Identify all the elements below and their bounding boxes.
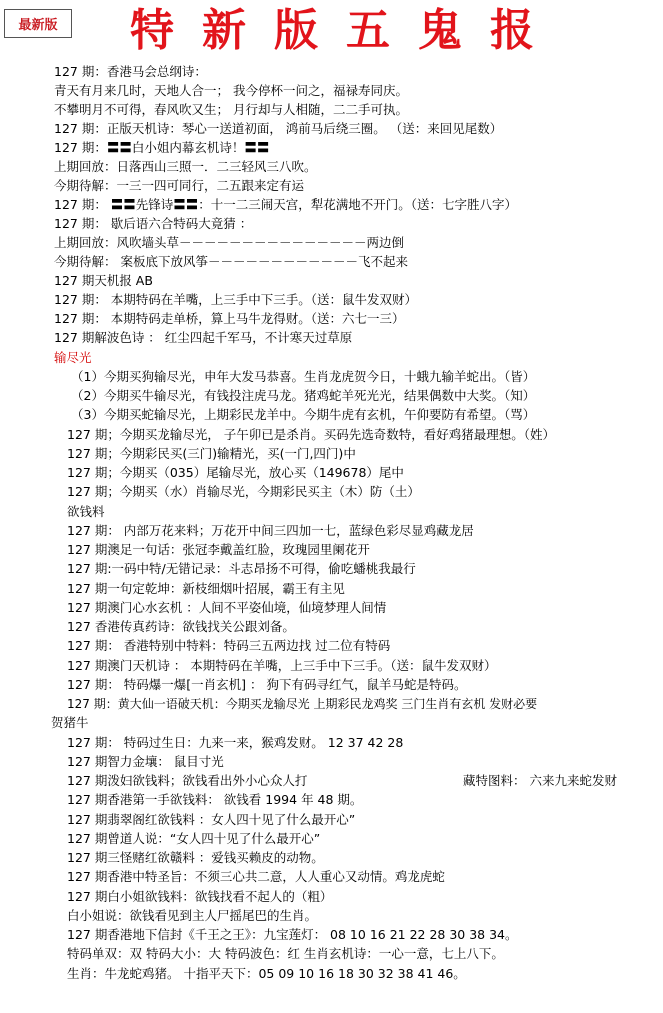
text-line: （3）今期买蛇输尽光，上期彩民龙羊中。今期牛虎有玄机，午仰要防有希望。（骂） (71, 407, 536, 422)
text-line: 白小姐说：欲钱看见到主人尸摇尾巴的生肖。 (67, 908, 318, 923)
text-line: 127 期： 本期特码在羊嘴，上三手中下三手。（送：鼠牛发双财） (54, 292, 418, 307)
text-line: 127 期一句定乾坤：新枝细烟叶招展，霸王有主见 (67, 581, 345, 596)
text-line: 今期待解：一三一四可同行，二五跟来定有运 (54, 178, 305, 193)
text-line: 127 期；今期买（035）尾输尽光，放心买（149678）尾中 (67, 465, 404, 480)
text-line: 贺猪牛 (51, 715, 89, 730)
page-title: 特新版五鬼报 (130, 5, 562, 56)
text-line: 127 期解波色诗 ： 红尘四起千军马，不计寒天过草原 (54, 330, 353, 345)
text-line: 127 期：〓〓白小姐内幕玄机诗！〓〓 (54, 140, 270, 155)
text-line: 127 期： 香港特别中特料：特码三五两边找 过二位有特码 (67, 638, 391, 653)
text-line: 127 期：正版天机诗：琴心一送道初面， 鸿前马后绕三圈。 （送：来回见尾数） (54, 121, 503, 136)
text-line: 127 期:一码中特/无错记录：斗志昂扬不可得，偷吃蟠桃我最行 (67, 561, 416, 576)
text-line: 127 期翡翠阁红欲钱料 ：女人四十见了什么最开心” (67, 812, 356, 827)
text-line-right: 藏特图料： 六来九来蛇发财 (463, 773, 617, 788)
text-line: 特码单双：双 特码大小：大 特码波色：红 生肖玄机诗：一心一意，七上八下。 (67, 946, 504, 961)
text-line: 127 期智力金壤： 鼠目寸光 (67, 754, 224, 769)
text-line: 127 期澳足一句话：张冠李戴盖红脸，玫瑰园里阑花开 (67, 542, 370, 557)
text-line: 127 期： 特码过生日：九来一来，猴鸡发财。 12 37 42 28 (67, 735, 404, 750)
text-line: 青天有月来几时，天地人合一； 我今停杯一问之，福禄寿同庆。 (54, 83, 408, 98)
text-line: 127 期： 内部万花来料；万花开中间三四加一七，蓝绿色彩尽显鸡藏龙居 (67, 523, 474, 538)
text-line: 127 期香港中特圣旨：不须三心共二意，人人重心又动情。鸡龙虎蛇 (67, 869, 445, 884)
section-heading-desire-money: 欲钱料 (67, 504, 105, 519)
text-line: 127 香港传真药诗：欲钱找关公跟刘备。 (67, 619, 295, 634)
text-line: 不攀明月不可得，春风吹又生； 月行却与人相随，二二手可执。 (54, 102, 408, 117)
text-line: 127 期；今期买龙输尽光， 子午卯已是杀肖。买码先选奇数特，看好鸡猪最理想。（姓） (67, 427, 556, 442)
text-line: 上期回放：日落西山三照一．二三轻风三八吹。 (54, 159, 317, 174)
text-line: 127 期： 歇后语六合特码大竟猜 ： (54, 216, 253, 231)
text-line: 127 期白小姐欲钱料：欲钱找看不起人的（粗） (67, 889, 333, 904)
text-line: 127 期澳门心水玄机 ：人间不平姿仙境，仙境梦理人间情 (67, 600, 387, 615)
text-line: 127 期天机报 AB (54, 273, 153, 288)
text-line: 127 期： 本期特码走单桥，算上马牛龙得财。（送：六七一三） (54, 311, 405, 326)
edition-badge: 最新版 (4, 9, 72, 38)
text-line: 127 期泼妇欲钱料；欲钱看出外小心众人打 (67, 773, 308, 788)
text-line: 生肖：牛龙蛇鸡猪。 十指平天下：05 09 10 16 18 30 32 38 41 46。 (67, 966, 466, 981)
text-line: 127 期：黄大仙一语破天机：今期买龙输尽光 上期彩民龙鸡奖 三门生肖有玄机 发财必要 (67, 697, 538, 711)
text-line: （2）今期买牛输尽光，有钱投注虎马龙。猪鸡蛇羊死光光，结果偶数中大奖。（知） (71, 388, 536, 403)
text-line: 127 期澳门天机诗 ： 本期特码在羊嘴，上三手中下三手。（送：鼠牛发双财） (67, 658, 497, 673)
text-line: 127 期曾道人说：“女人四十见了什么最开心” (67, 831, 321, 846)
text-line: 127 期；今期彩民买(三门)输精光，买(一门,四门)中 (67, 446, 356, 461)
section-heading-lose-all: 输尽光 (54, 350, 92, 365)
text-line: （1）今期买狗输尽光，申年大发马恭喜。生肖龙虎贺今日，十蛾九输羊蛇出。（皆） (71, 369, 536, 384)
text-line: 127 期；今期买（水）肖输尽光，今期彩民买主（木）防（土） (67, 484, 420, 499)
text-line: 127 期： 〓〓先锋诗〓〓：十一二三闹天宫，犁花满地不开门。（送：七字胜八字） (54, 197, 518, 212)
text-line: 127 期： 特码爆一爆[一肖玄机] ： 狗下有码寻红气，鼠羊马蛇是特码。 (67, 677, 467, 692)
text-line: 上期回放：风吹墙头草－－－－－－－－－－－－－－－两边倒 (54, 235, 405, 250)
text-line: 今期待解： 案板底下放风筝－－－－－－－－－－－－飞不起来 (54, 254, 408, 269)
text-line: 127 期香港第一手欲钱料： 欲钱看 1994 年 48 期。 (67, 792, 363, 807)
text-line: 127 期三怪赌红欲赣料 ：爱钱买赖皮的动物。 (67, 850, 324, 865)
text-line: 127 期：香港马会总纲诗： (54, 64, 207, 79)
text-line: 127 期香港地下信封《千王之王》：九宝莲灯： 08 10 16 21 22 28 30 38 34。 (67, 927, 518, 942)
